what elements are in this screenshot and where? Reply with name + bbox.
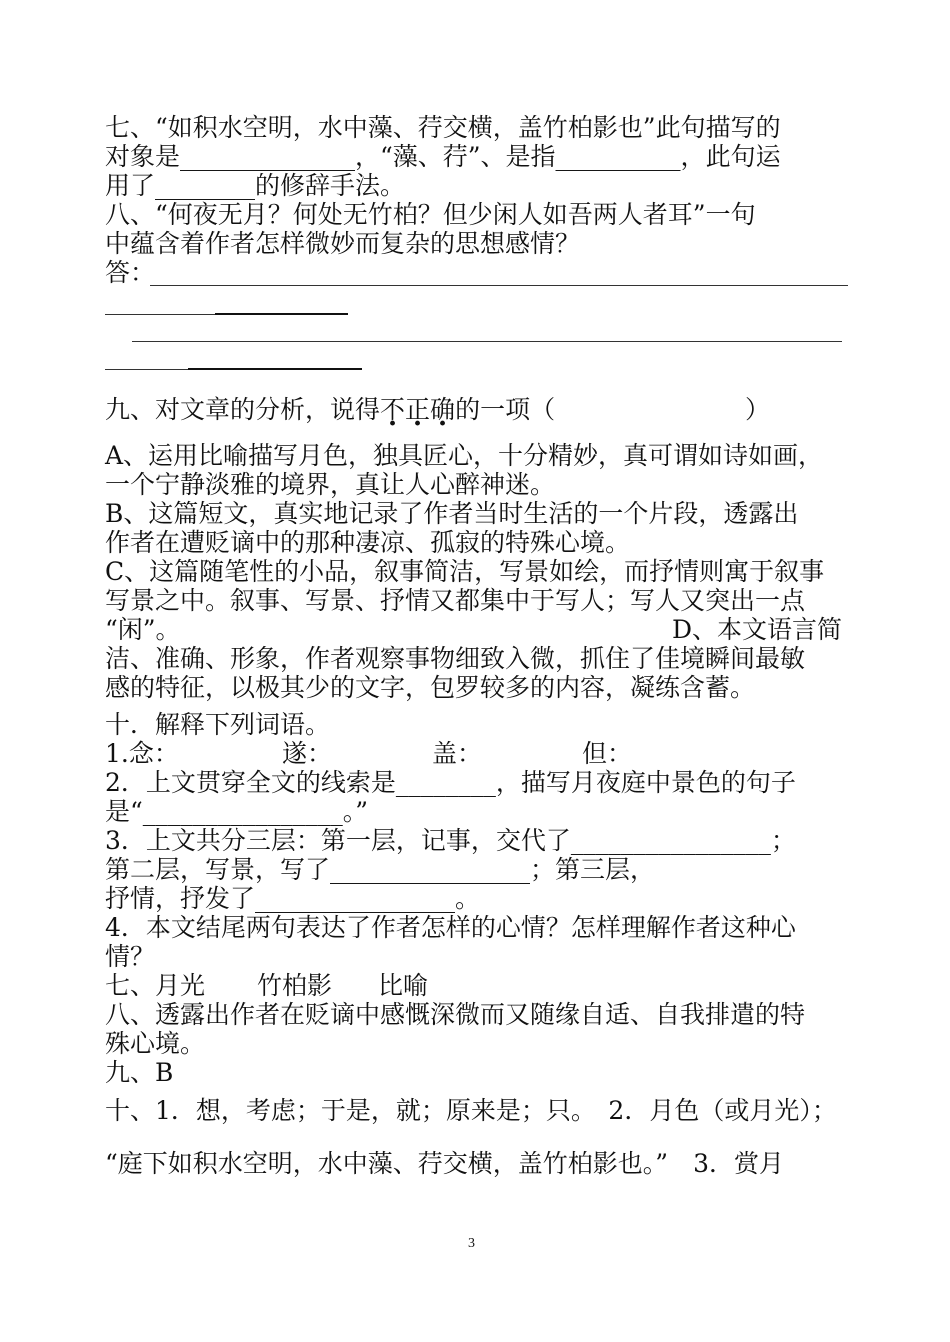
option-d-line-3: 感的特征，以极其少的文字，包罗较多的内容，凝练含蓄。 — [105, 673, 756, 702]
emphasis-char: 确 — [430, 395, 456, 424]
answer-10-line-2: “庭下如积水空明，水中藻、荇交横，盖竹柏影也。” 3．赏月 — [105, 1149, 784, 1178]
answer-rule-2a — [105, 314, 215, 315]
answer-9: 九、B — [105, 1058, 174, 1087]
answer-rule-4b — [188, 368, 362, 370]
option-a-line-2: 一个宁静淡雅的境界，真让人心醉神迷。 — [105, 470, 556, 499]
answer-7-part-2: 竹柏影 — [257, 971, 333, 1000]
answer-10-line-1: 十、1．想，考虑；于是，就；原来是；只。 2．月色（或月光）； — [105, 1096, 837, 1125]
q10-item-3-line-2: 第二层，写景，写了________________；第三层， — [105, 855, 656, 884]
question-7-line-3: 用了________的修辞手法。 — [105, 171, 406, 200]
option-d-line-1: D、本文语言简 — [672, 615, 843, 644]
q10-item-2-line-1: 2．上文贯穿全文的线索是________，描写月夜庭中景色的句子 — [105, 768, 796, 797]
question-9-text: 九、对文章的分析，说得 — [105, 395, 381, 424]
question-9 — [105, 395, 555, 425]
q10-item-4-line-1: 4．本文结尾两句表达了作者怎样的心情？怎样理解作者这种心 — [105, 913, 796, 942]
page-number: 3 — [468, 1236, 475, 1251]
option-c-line-2: 写景之中。叙事、写景、抒情又都集中于写人；写人又突出一点 — [105, 586, 806, 615]
option-a-line-1: A、运用比喻描写月色，独具匠心，十分精妙，真可谓如诗如画， — [105, 441, 824, 470]
q10-item-1-sui: 遂： — [282, 739, 333, 768]
answer-rule-2b — [215, 313, 348, 315]
answer-7: 七、月光 — [105, 971, 206, 1000]
answer-7-part-3: 比喻 — [378, 971, 429, 1000]
question-10-title: 十．解释下列词语。 — [105, 710, 331, 739]
option-c-line-3: “闲”。 — [105, 615, 181, 644]
q10-item-4-line-2: 情？ — [105, 942, 156, 971]
question-8-line-2: 中蕴含着作者怎样微妙而复杂的思想感情？ — [105, 229, 581, 258]
q10-item-3-line-1: 3．上文共分三层：第一层，记事，交代了________________； — [105, 826, 796, 855]
q10-item-3-line-3: 抒情，抒发了________________。 — [105, 884, 481, 913]
answer-rule-4a — [105, 369, 188, 370]
q10-item-2-line-2: 是“________________。” — [105, 797, 369, 826]
option-b-line-1: B、这篇短文，真实地记录了作者当时生活的一个片段，透露出 — [105, 499, 799, 528]
emphasis-char: 不 — [380, 395, 406, 424]
question-9-close-paren: ） — [745, 395, 771, 424]
answer-8-line-1: 八、透露出作者在贬谪中感慨深微而又随缘自适、自我排遣的特 — [105, 1000, 806, 1029]
q10-item-1-dan: 但： — [582, 739, 633, 768]
question-7-line-2: 对象是______________，“藻、荇”、是指__________，此句运 — [105, 142, 781, 171]
question-7-line-1: 七、“如积水空明，水中藻、荇交横，盖竹柏影也”此句描写的 — [105, 113, 781, 142]
option-b-line-2: 作者在遭贬谪中的那种凄凉、孤寂的特殊心境。 — [105, 528, 631, 557]
question-8-line-1: 八、“何夜无月？何处无竹柏？但少闲人如吾两人者耳”一句 — [105, 200, 756, 229]
emphasis-char: 正 — [405, 395, 431, 424]
q10-item-1-nian: 1.念： — [105, 739, 179, 768]
option-c-line-1: C、这篇随笔性的小品，叙事简洁，写景如绘，而抒情则寓于叙事 — [105, 557, 825, 586]
answer-8-line-2: 殊心境。 — [105, 1029, 206, 1058]
answer-rule-3 — [132, 341, 842, 342]
q10-item-1-gai: 盖： — [432, 739, 483, 768]
option-d-line-2: 洁、准确、形象，作者观察事物细致入微，抓住了佳境瞬间最敏 — [105, 644, 806, 673]
answer-rule-1 — [150, 285, 848, 286]
question-9-text-end: 的一项（ — [455, 395, 556, 424]
answer-label: 答： — [105, 258, 156, 287]
